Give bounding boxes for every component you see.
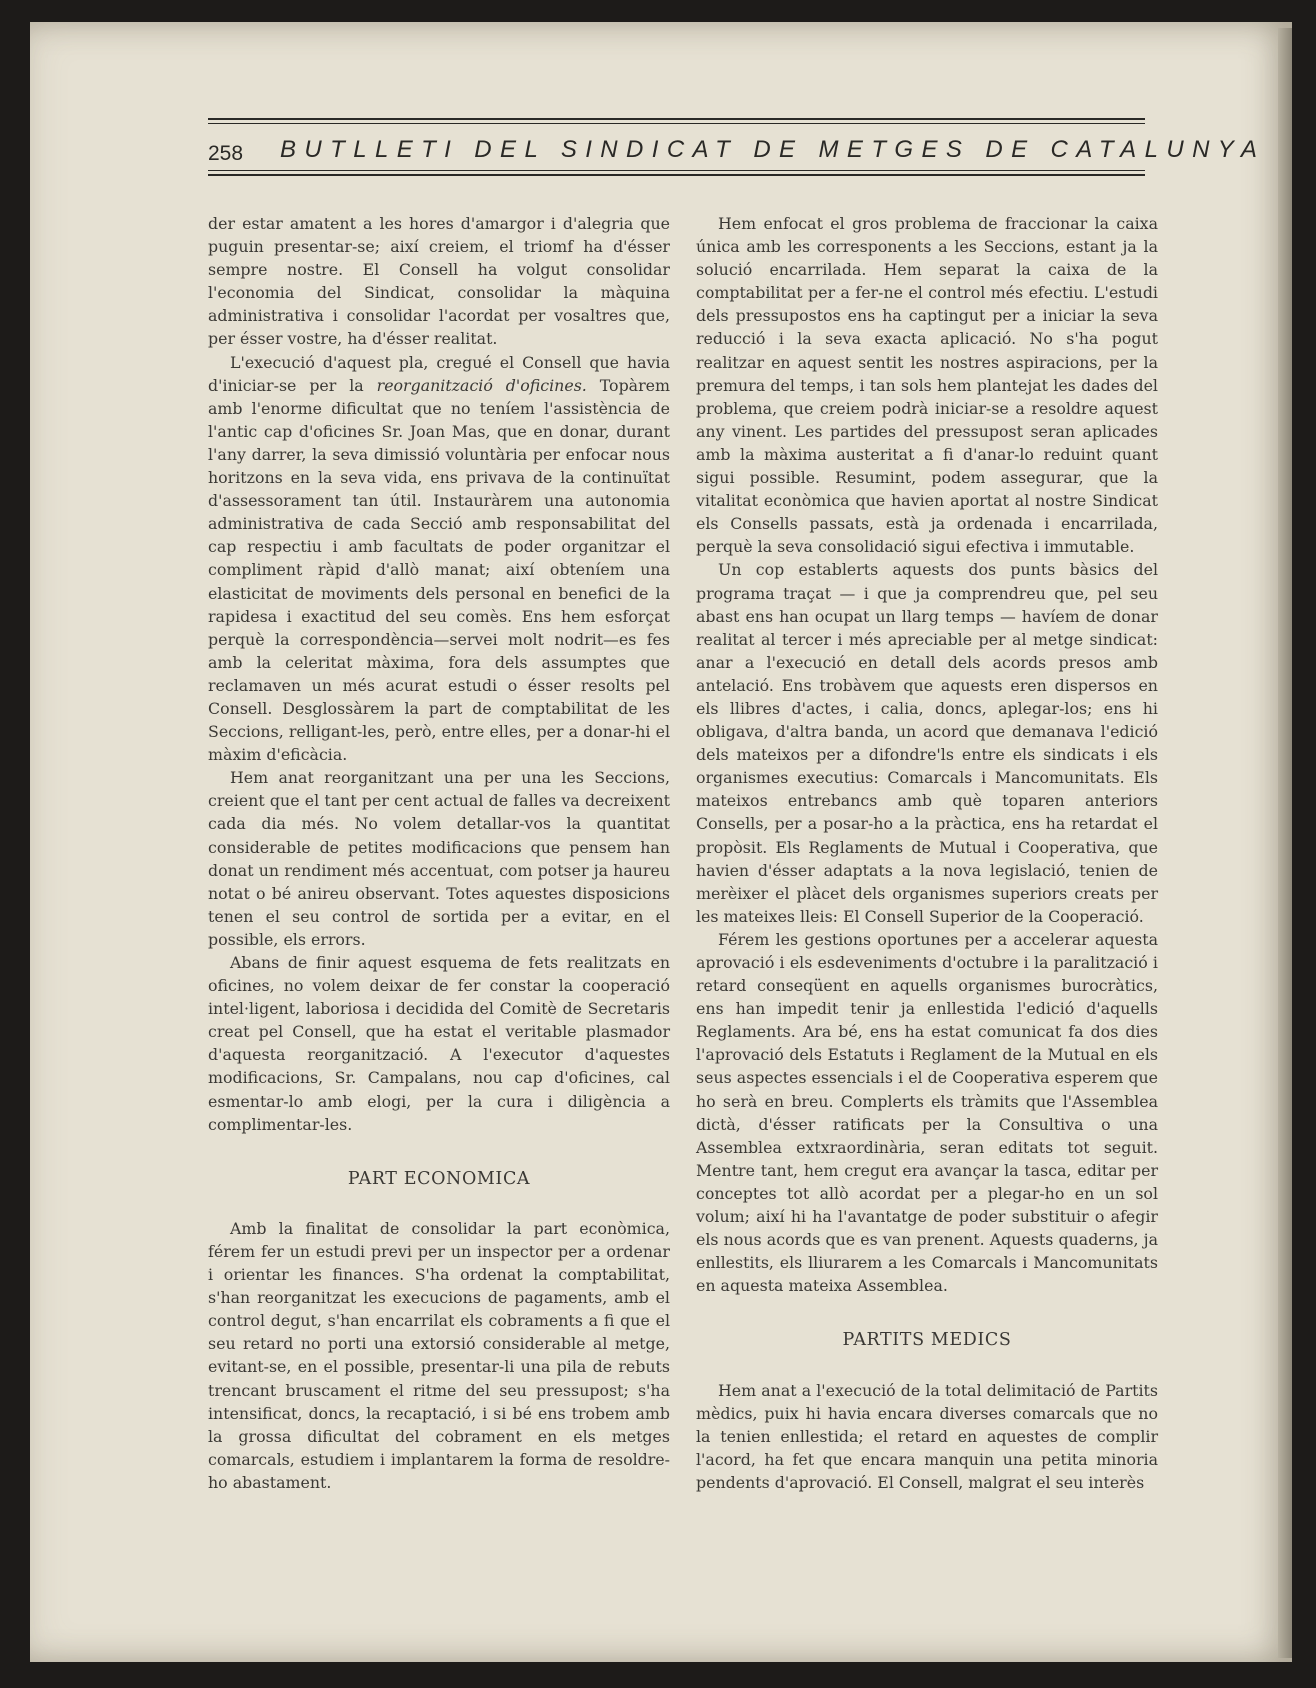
- section-heading: PARTITS MEDICS: [842, 1330, 1012, 1351]
- paragraph: Hem enfocat el gros problema de fraccionar la caixa única amb les corresponents a les Seccions, estant ja la solució encarrilada. Hem separat la caixa de la comptabilitat per a fer-ne el control més efectiu. L'estudi dels pressupostos ens ha captingut per a iniciar la seva reducció i la seva exacta aplicació. No s'ha pogut realitzar en aquest sentit les nostres aspiracions, per la premura del temps, i tan sols hem plantejat les dades del problema, que creiem podrà iniciar-se a resoldre aquest any vinent. Les partides del pressupost seran aplicades amb la màxima austeritat a fi d'anar-lo reduint quant sigui possible. Resumint, podem assegurar, que la vitalitat econòmica que havien aportat al nostre Sindicat els Consells passats, està ja ordenada i encarrilada, perquè la seva consolidació sigui efectiva i immutable.: [696, 214, 1158, 557]
- paragraph: Hem anat reorganitzant una per una les Seccions, creient que el tant per cent actual de falles va decreixent cada dia més. No volem detallar-vos la quantitat considerable de petites modificacions que pensem han donat un rendiment més accentuat, com potser ja haureu notat o bé anireu observant. Totes aquestes disposicions tenen el seu control de sortida per a evitar, en el possible, els errors.: [208, 768, 670, 949]
- header-rule-bottom: [208, 174, 1145, 176]
- paragraph-text: Topàrem amb l'enorme dificultat que no teníem l'assistència de l'antic cap d'oficines Sr. Joan Mas, que en donar, durant l'any darrer, la seva dimissió voluntària per enfocar nous horitzons en la seva vida, ens privava de la continuïtat d'assessorament tan útil. Instauràrem una autonomia administrativa de cada Secció amb responsabilitat del cap respectiu i amb facultats de poder organitzar el compliment ràpid d'allò manat; així obteníem una elasticitat de moviments dels personal en benefici de la rapidesa i exactitud del seu comès. Ens hem esforçat perquè la correspondència—servei molt nodrit—es fes amb la celeritat màxima, fora dels assumptes que reclamaven un més acurat estudi o ésser resolts pel Consell. Desglossàrem la part de comptabilitat de les Seccions, relligant-les, però, entre elles, per a donar-hi el màxim d'eficàcia.: [208, 375, 670, 765]
- paragraph: [208, 351, 670, 767]
- left-column: [208, 212, 670, 1494]
- header-rule-top: [208, 118, 1145, 120]
- paragraph: Amb la finalitat de consolidar la part econòmica, férem fer un estudi previ per un inspector per a ordenar i orientar les finances. S'ha ordenat la comptabilitat, s'han reorganitzat les execucions de pagaments, amb el control degut, s'han encarrilat els cobraments a fi que el seu retard no porti una extorsió considerable al metge, evitant-se, en el possible, presentar-li una pila de rebuts trencant bruscament el ritme del seu pressupost; s'ha intensificat, doncs, la recaptació, i si bé ens trobem amb la grossa dificultat del cobrament en els metges comarcals, estudiem i implantarem la forma de resoldre-ho abastament.: [208, 1218, 670, 1492]
- page-number: 258: [208, 142, 244, 165]
- journal-title: BUTLLETI DEL SINDICAT DE METGES DE CATALUNYA: [280, 136, 1266, 163]
- section-heading: PART ECONOMICA: [347, 1168, 531, 1189]
- right-column: [696, 212, 1158, 1494]
- paragraph: Un cop establerts aquests dos punts bàsics del programa traçat — i que ja comprendreu que, pel seu abast ens han ocupat un llarg temps — havíem de donar realitat al tercer i més apreciable per al metge sindicat: anar a l'execució en detall dels acords presos amb antelació. Ens trobàvem que aquests eren dispersos en els llibres d'actes, i calia, doncs, aplegar-los; ens hi obligava, d'altra banda, un acord que demanava l'edició dels mateixos per a difondre'ls entre els sindicats i els organismes executius: Comarcals i Mancomunitats. Els mateixos entrebancs amb què toparen anteriors Consells, per a posar-ho a la pràctica, ens ha retardat el propòsit. Els Reglaments de Mutual i Cooperativa, que havien d'ésser adaptats a la nova legislació, tenien de merèixer el plàcet dels organismes superiors creats per les mateixes lleis: El Consell Superior de la Cooperació.: [696, 560, 1158, 926]
- running-header: [208, 112, 1266, 188]
- paragraph: Abans de finir aquest esquema de fets realitzats en oficines, no volem deixar de fer constar la cooperació intel·ligent, laboriosa i decidida del Comitè de Secretaris creat pel Consell, que ha estat el veritable plasmador d'aquesta reorganització. A l'executor d'aquestes modificacions, Sr. Campalans, nou cap d'oficines, cal esmentar-lo amb elogi, per la cura i diligència a complimentar-les.: [208, 953, 670, 1134]
- header-rule-top-thin: [208, 123, 1145, 124]
- paragraph: Férem les gestions oportunes per a accelerar aquesta aprovació i els esdeveniments d'octubre i la paralització i retard conseqüent en aquells organismes burocràtics, ens han impedit tenir ja enllestida l'edició d'aquells Reglaments. Ara bé, ens ha estat comunicat fa dos dies l'aprovació dels Estatuts i Reglament de la Mutual en els seus aspectes essencials i el de Cooperativa esperem que ho serà en breu. Complerts els tràmits que l'Assemblea dictà, d'ésser ratificats per la Consultiva o una Assemblea extxraordinària, seran editats tot seguit. Mentre tant, hem cregut era avançar la tasca, editar per conceptes tot allò acordat per a plegar-ho en un sol volum; així hi ha l'avantatge de poder substituir o afegir els nous acords que es van prenent. Aquests quaderns, ja enllestits, els lliurarem a les Comarcals i Mancomunitats en aquesta mateixa Assemblea.: [696, 929, 1158, 1296]
- paragraph: der estar amatent a les hores d'amargor i d'alegria que puguin presentar-se; així creiem, el triomf ha d'ésser sempre nostre. El Consell ha volgut consolidar l'economia del Sindicat, consolidar la màquina administrativa i consolidar l'acordat per vosaltres que, per ésser vostre, ha d'ésser realitat.: [208, 214, 670, 349]
- page-edge: [1278, 28, 1292, 1658]
- header-rule-bottom-thin: [208, 170, 1145, 171]
- paragraph-text: L'execució d'aquest pla, cregué el Consell que havia d'iniciar-se per la: [208, 352, 670, 395]
- emphasized-text: reorganització d'oficines.: [376, 375, 587, 395]
- paragraph: Hem anat a l'execució de la total delimitació de Partits mèdics, puix hi havia encara diverses comarcals que no la tenien enllestida; el retard en aquestes de complir l'acord, ha fet que encara manquin una petita minoria pendents d'aprovació. El Consell, malgrat el seu interès: [696, 1380, 1158, 1492]
